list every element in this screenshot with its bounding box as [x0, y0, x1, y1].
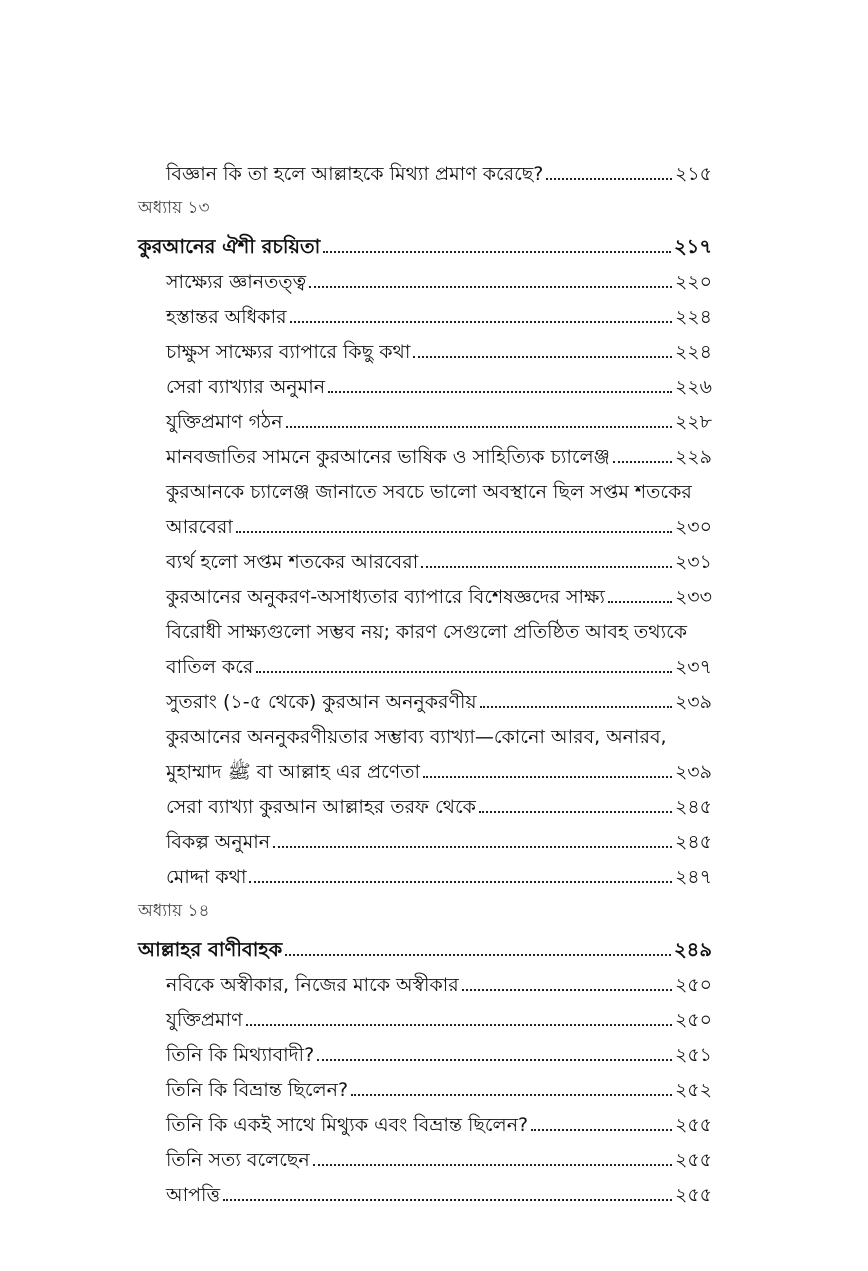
dot-leader — [423, 776, 672, 778]
dot-leader — [309, 286, 672, 288]
dot-leader — [273, 846, 672, 848]
toc-entry-title: মোদ্দা কথা — [166, 866, 247, 888]
page-number: ২২৪ — [674, 306, 712, 328]
page-number: ২৩৩ — [674, 586, 712, 608]
toc-entry[interactable] — [138, 538, 712, 573]
toc-entry-title: যুক্তিপ্রমাণ — [166, 1009, 243, 1031]
dot-leader — [413, 356, 672, 358]
dot-leader — [351, 1094, 672, 1096]
page-number: ২৫৫ — [674, 1114, 712, 1136]
toc-entry[interactable] — [138, 643, 712, 678]
toc-entry-title: বিকল্প অনুমান — [166, 831, 271, 853]
chapter-label: অধ্যায় ১৩ — [138, 198, 210, 218]
toc-entry-title: ব্যর্থ হলো সপ্তম শতকের আরবেরা — [166, 551, 419, 573]
dot-leader — [323, 251, 671, 253]
page-number: ২১৭ — [673, 235, 712, 258]
chapter-label: অধ্যায় ১৪ — [138, 901, 210, 921]
toc-entry[interactable] — [138, 1101, 712, 1136]
toc-entry[interactable] — [138, 818, 712, 853]
page-number: ২৩৭ — [674, 656, 712, 678]
toc-entry-title: কুরআনের অননুকরণীয়তার সম্ভাব্য ব্যাখ্যা—কোনো আরব, অনারব, — [166, 726, 667, 748]
toc-entry-title: বিজ্ঞান কি তা হলে আল্লাহকে মিথ্যা প্রমাণ করেছে? — [166, 163, 544, 185]
toc-entry[interactable] — [138, 1136, 712, 1171]
toc-entry-title: কুরআনের অনুকরণ-অসাধ্যতার ব্যাপারে বিশেষজ্ঞদের সাক্ষ্য — [166, 586, 605, 608]
dot-leader — [317, 1059, 672, 1061]
dot-leader — [256, 671, 672, 673]
dot-leader — [249, 881, 671, 883]
page-number: ২৫৫ — [674, 1184, 712, 1206]
page-number: ২৪৭ — [674, 866, 712, 888]
dot-leader — [223, 1199, 672, 1201]
dot-leader — [246, 1024, 672, 1026]
toc-entry-line — [138, 468, 712, 503]
toc-entry-title: সুতরাং (১-৫ থেকে) কুরআন অননুকরণীয় — [166, 691, 477, 713]
toc-entry[interactable] — [138, 433, 712, 468]
toc-entry[interactable] — [138, 961, 712, 996]
toc-entry-title: বাতিল করে — [166, 656, 254, 678]
page-number: ২৩১ — [674, 551, 712, 573]
dot-leader — [479, 811, 672, 813]
toc-entry-title: আপত্তি — [166, 1184, 221, 1206]
page-number: ২৩০ — [674, 516, 712, 538]
page-number: ২৫৫ — [674, 1149, 712, 1171]
table-of-contents — [138, 150, 712, 1206]
toc-entry-title: আরবেরা — [166, 516, 233, 538]
dot-leader — [290, 321, 672, 323]
toc-entry[interactable] — [138, 293, 712, 328]
toc-entry-line — [138, 608, 712, 643]
page-number: ২১৫ — [674, 163, 712, 185]
page-number: ২৪৫ — [674, 831, 712, 853]
dot-leader — [608, 601, 672, 603]
toc-entry-title: সাক্ষ্যের জ্ঞানতত্ত্ব — [166, 271, 307, 293]
toc-entry-title: কুরআনকে চ্যালেঞ্জ জানাতে সবচে ভালো অবস্থানে ছিল সপ্তম শতকের — [166, 481, 692, 503]
toc-entry[interactable] — [138, 748, 712, 783]
toc-entry-title: মানবজাতির সামনে কুরআনের ভাষিক ও সাহিত্যিক চ্যালেঞ্জ — [166, 446, 610, 468]
page-number: ২৪৯ — [674, 938, 712, 961]
page-number: ২৫১ — [674, 1044, 712, 1066]
page-number: ২২০ — [674, 271, 712, 293]
toc-entry-title: তিনি কি একই সাথে মিথ্যুক এবং বিভ্রান্ত ছিলেন? — [166, 1114, 529, 1136]
toc-entry-title: তিনি কি মিথ্যাবাদী? — [166, 1044, 315, 1066]
toc-entry[interactable] — [138, 363, 712, 398]
toc-chapter-title[interactable] — [138, 223, 712, 258]
page-number: ২৩৯ — [674, 761, 712, 783]
dot-leader — [462, 989, 672, 991]
toc-entry[interactable] — [138, 853, 712, 888]
dot-leader — [531, 1129, 672, 1131]
toc-entry-title: সেরা ব্যাখ্যার অনুমান — [166, 376, 326, 398]
toc-entry[interactable] — [138, 573, 712, 608]
dot-leader — [421, 566, 672, 568]
page-number: ২৫২ — [674, 1079, 712, 1101]
toc-entry-title: কুরআনের ঐশী রচয়িতা — [138, 235, 321, 258]
dot-leader — [328, 391, 672, 393]
toc-entry[interactable] — [138, 996, 712, 1031]
toc-entry[interactable] — [138, 678, 712, 713]
toc-entry[interactable] — [138, 1066, 712, 1101]
toc-entry-title: তিনি কি বিভ্রান্ত ছিলেন? — [166, 1079, 349, 1101]
page-number: ২৫০ — [674, 974, 712, 996]
page-number: ২৪৫ — [674, 796, 712, 818]
page-number: ২৫০ — [674, 1009, 712, 1031]
toc-entry-title: সেরা ব্যাখ্যা কুরআন আল্লাহর তরফ থেকে — [166, 796, 476, 818]
toc-entry-title: হস্তান্তর অধিকার — [166, 306, 287, 328]
toc-entry-title: মুহাম্মাদ ﷺ বা আল্লাহ এর প্রণেতা — [166, 761, 421, 783]
page-number: ২২৬ — [674, 376, 712, 398]
toc-entry-title: তিনি সত্য বলেছেন — [166, 1149, 310, 1171]
toc-entry-title: চাক্ষুস সাক্ষ্যের ব্যাপারে কিছু কথা — [166, 341, 411, 363]
toc-entry[interactable] — [138, 503, 712, 538]
toc-entry-line — [138, 713, 712, 748]
toc-entry[interactable] — [138, 328, 712, 363]
toc-entry[interactable] — [138, 1171, 712, 1206]
dot-leader — [546, 178, 672, 180]
toc-entry[interactable] — [138, 398, 712, 433]
toc-chapter-title[interactable] — [138, 926, 712, 961]
toc-entry[interactable] — [138, 150, 712, 185]
dot-leader — [236, 531, 672, 533]
page-number: ২২৯ — [674, 446, 712, 468]
toc-entry-title: বিরোধী সাক্ষ্যগুলো সম্ভব নয়; কারণ সেগুলো প্রতিষ্ঠিত আবহ তথ্যকে — [166, 621, 688, 643]
toc-entry[interactable] — [138, 1031, 712, 1066]
toc-entry[interactable] — [138, 783, 712, 818]
toc-entry-title: যুক্তিপ্রমাণ গঠন — [166, 411, 283, 433]
dot-leader — [313, 1164, 672, 1166]
page-number: ২২৪ — [674, 341, 712, 363]
page-number: ২৩৯ — [674, 691, 712, 713]
dot-leader — [613, 461, 672, 463]
dot-leader — [286, 426, 672, 428]
dot-leader — [480, 706, 672, 708]
toc-entry[interactable] — [138, 258, 712, 293]
dot-leader — [285, 954, 671, 956]
toc-entry-title: আল্লাহর বাণীবাহক — [138, 938, 283, 961]
page-number: ২২৮ — [674, 411, 712, 433]
toc-entry-title: নবিকে অস্বীকার, নিজের মাকে অস্বীকার — [166, 974, 459, 996]
